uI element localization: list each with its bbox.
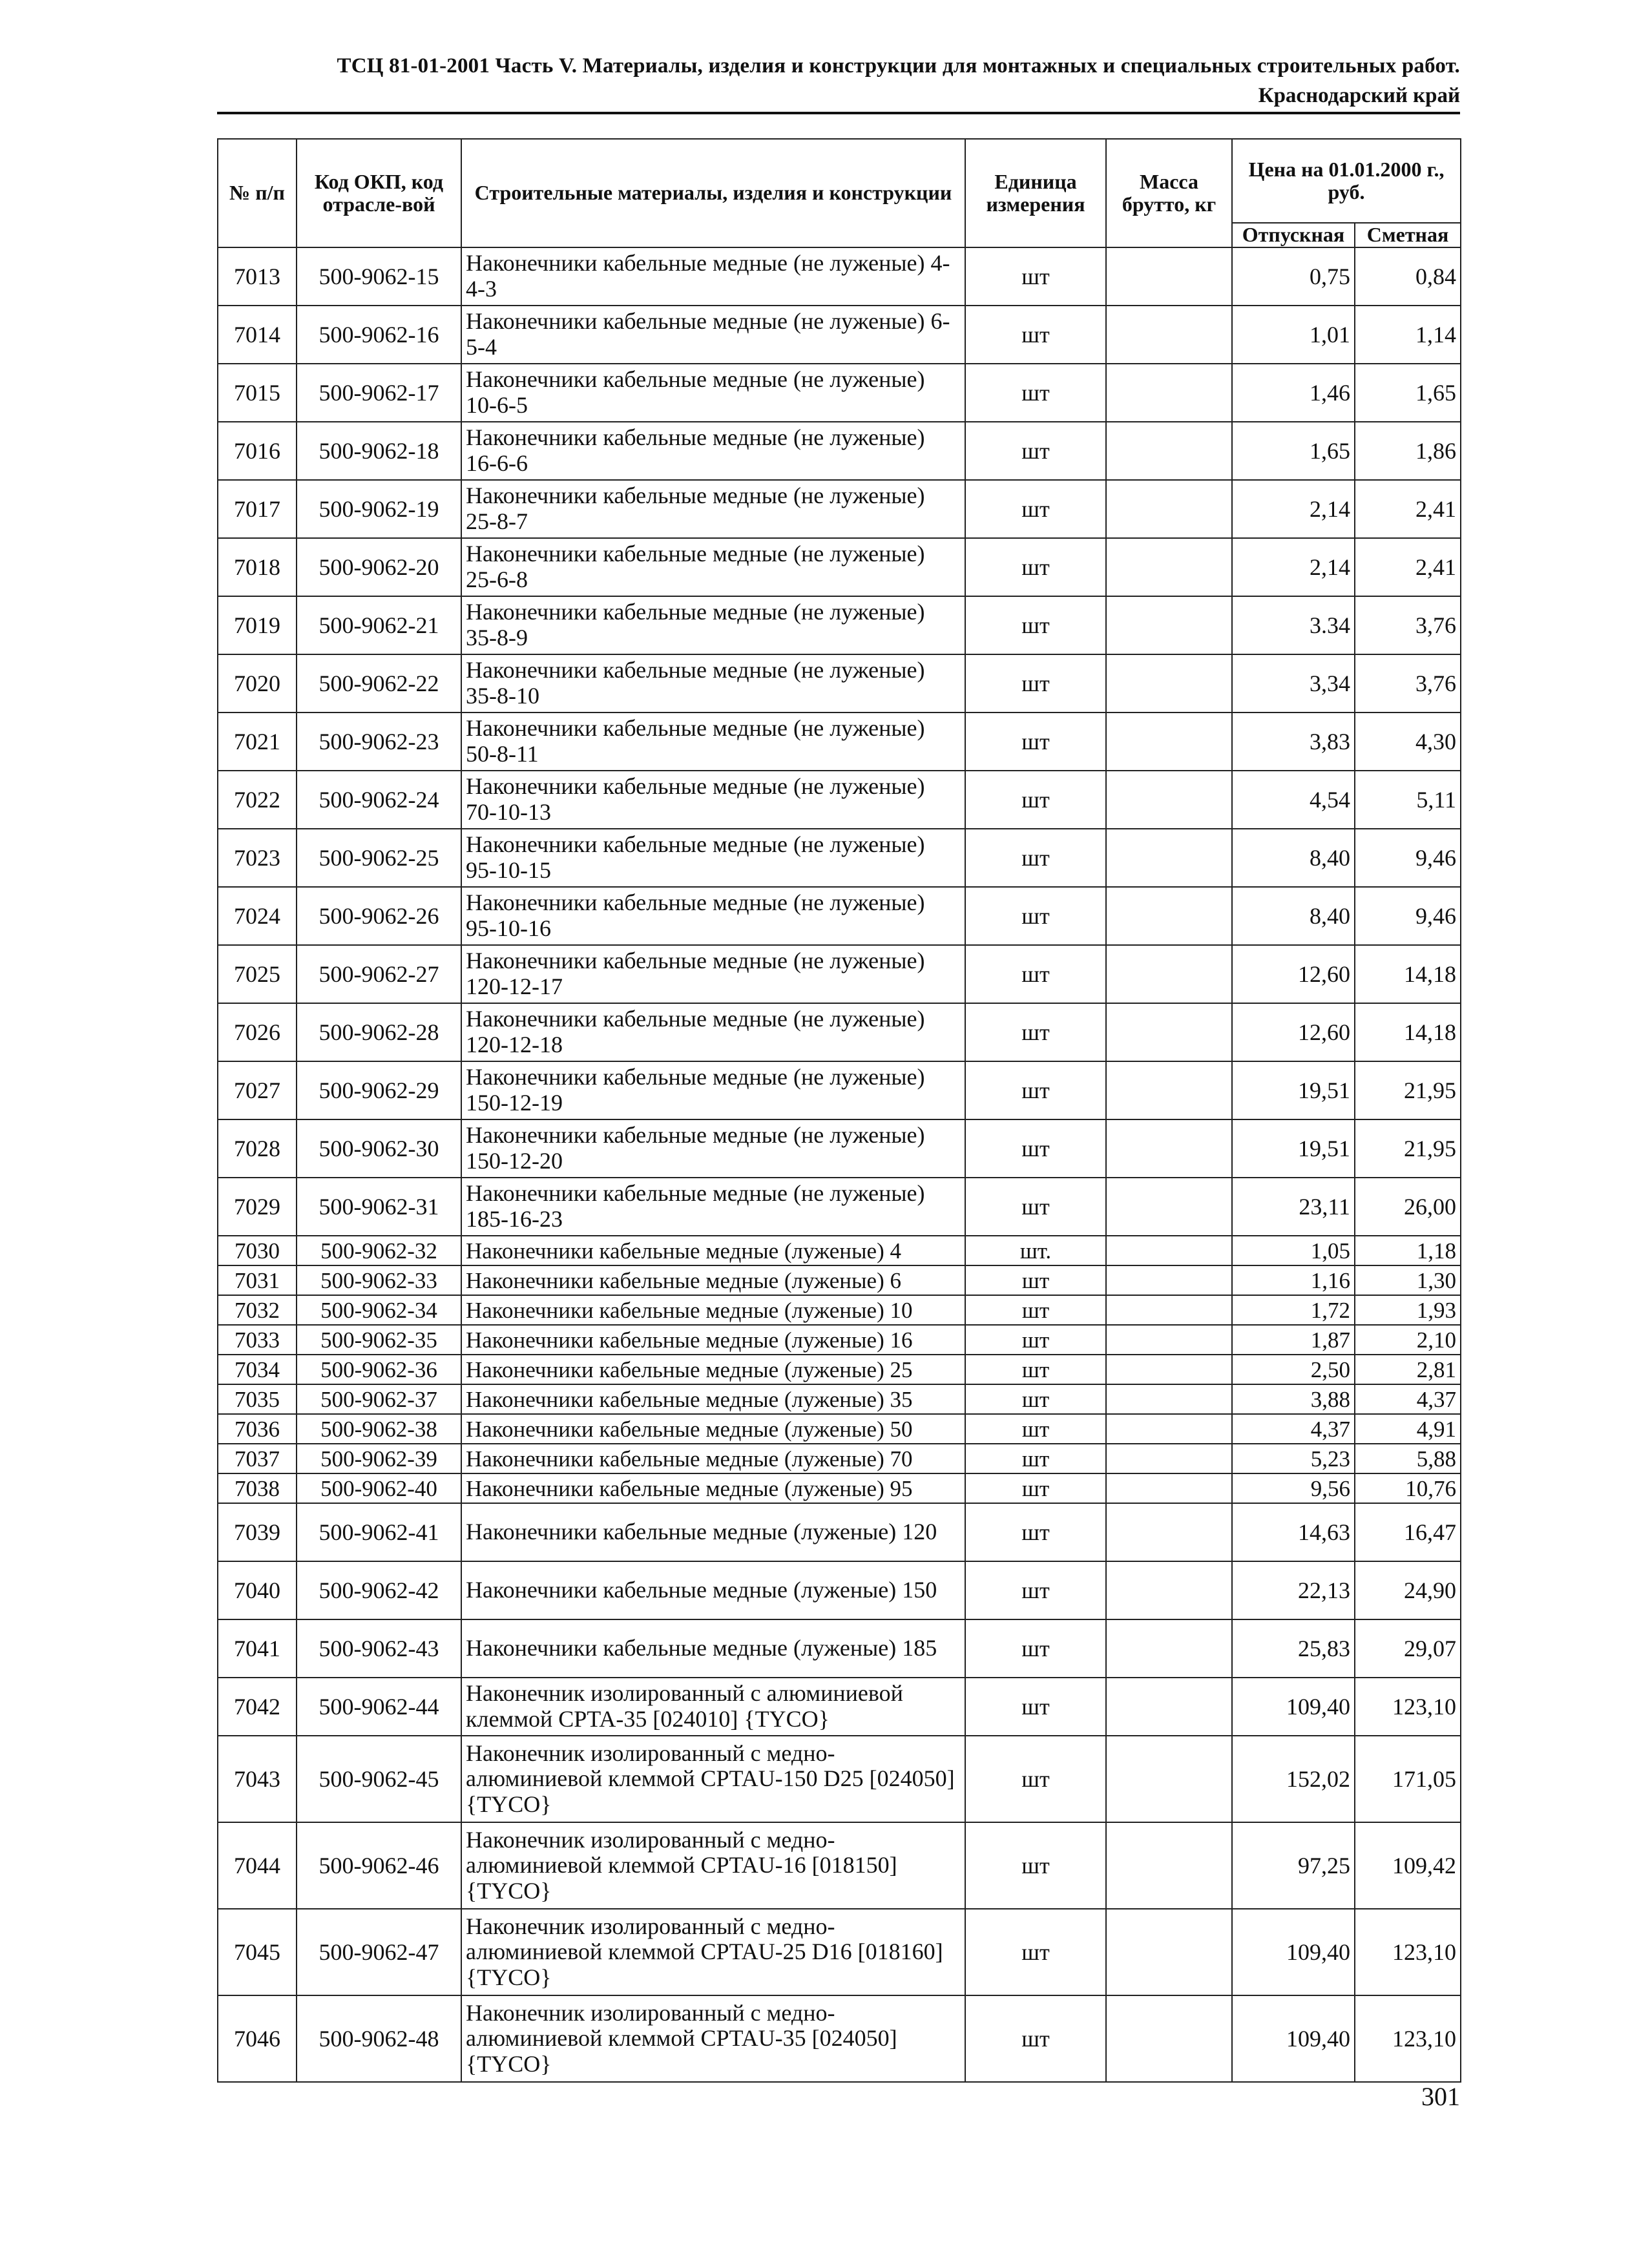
row-unit: шт — [965, 1384, 1106, 1414]
row-code: 500-9062-18 — [297, 422, 461, 480]
row-price-release: 5,23 — [1232, 1444, 1355, 1473]
row-code: 500-9062-41 — [297, 1503, 461, 1561]
row-mass — [1106, 713, 1232, 771]
row-number: 7034 — [218, 1355, 297, 1384]
row-price-estimate: 123,10 — [1355, 1909, 1461, 1995]
row-code: 500-9062-24 — [297, 771, 461, 829]
row-price-estimate: 2,41 — [1355, 480, 1461, 538]
row-unit: шт — [965, 1119, 1106, 1178]
row-number: 7042 — [218, 1678, 297, 1736]
row-unit: шт — [965, 771, 1106, 829]
row-unit: шт — [965, 1909, 1106, 1995]
row-name: Наконечники кабельные медные (луженые) 185 — [461, 1619, 965, 1678]
row-number: 7031 — [218, 1265, 297, 1295]
row-price-estimate: 14,18 — [1355, 945, 1461, 1003]
row-unit: шт — [965, 1003, 1106, 1061]
row-price-release: 1,01 — [1232, 306, 1355, 364]
row-name: Наконечники кабельные медные (луженые) 10 — [461, 1295, 965, 1325]
table-row — [218, 1295, 1461, 1325]
row-number: 7024 — [218, 887, 297, 945]
row-price-estimate: 9,46 — [1355, 829, 1461, 887]
row-price-estimate: 24,90 — [1355, 1561, 1461, 1619]
row-price-estimate: 4,91 — [1355, 1414, 1461, 1444]
row-name: Наконечник изолированный с медно-алюминиевой клеммой CPTAU-16 [018150] {TYCO} — [461, 1822, 965, 1909]
row-unit: шт — [965, 480, 1106, 538]
row-unit: шт — [965, 1355, 1106, 1384]
row-unit: шт — [965, 1561, 1106, 1619]
table-row — [218, 1325, 1461, 1355]
row-unit: шт — [965, 1295, 1106, 1325]
row-mass — [1106, 1265, 1232, 1295]
table-row — [218, 538, 1461, 596]
row-unit: шт — [965, 1414, 1106, 1444]
price-table — [217, 138, 1461, 2083]
row-price-release: 109,40 — [1232, 1995, 1355, 2082]
row-mass — [1106, 771, 1232, 829]
row-name: Наконечники кабельные медные (не луженые) 120-12-18 — [461, 1003, 965, 1061]
row-code: 500-9062-48 — [297, 1995, 461, 2082]
row-mass — [1106, 1619, 1232, 1678]
row-number: 7029 — [218, 1178, 297, 1236]
row-price-release: 1,05 — [1232, 1236, 1355, 1265]
row-mass — [1106, 1678, 1232, 1736]
row-mass — [1106, 247, 1232, 306]
row-number: 7017 — [218, 480, 297, 538]
row-number: 7021 — [218, 713, 297, 771]
row-price-estimate: 1,30 — [1355, 1265, 1461, 1295]
row-mass — [1106, 1414, 1232, 1444]
col-header-mass: Масса брутто, кг — [1106, 139, 1232, 247]
row-price-release: 9,56 — [1232, 1473, 1355, 1503]
table-row — [218, 1236, 1461, 1265]
row-number: 7035 — [218, 1384, 297, 1414]
document-header-title: ТСЦ 81-01-2001 Часть V. Материалы, изделия и конструкции для монтажных и специальных строительных работ. — [337, 54, 1460, 78]
row-price-release: 97,25 — [1232, 1822, 1355, 1909]
table-row — [218, 1503, 1461, 1561]
row-name: Наконечники кабельные медные (луженые) 150 — [461, 1561, 965, 1619]
row-price-estimate: 2,41 — [1355, 538, 1461, 596]
row-code: 500-9062-21 — [297, 596, 461, 654]
row-code: 500-9062-31 — [297, 1178, 461, 1236]
row-code: 500-9062-47 — [297, 1909, 461, 1995]
table-row — [218, 1561, 1461, 1619]
row-name: Наконечники кабельные медные (луженые) 16 — [461, 1325, 965, 1355]
row-number: 7023 — [218, 829, 297, 887]
row-price-estimate: 9,46 — [1355, 887, 1461, 945]
row-price-release: 1,72 — [1232, 1295, 1355, 1325]
row-name: Наконечники кабельные медные (не луженые) 50-8-11 — [461, 713, 965, 771]
table-row — [218, 1736, 1461, 1822]
row-price-release: 19,51 — [1232, 1061, 1355, 1119]
row-name: Наконечник изолированный с медно-алюминиевой клеммой CPTAU-25 D16 [018160] {TYCO} — [461, 1909, 965, 1995]
row-code: 500-9062-39 — [297, 1444, 461, 1473]
row-number: 7020 — [218, 654, 297, 713]
table-row — [218, 422, 1461, 480]
row-number: 7040 — [218, 1561, 297, 1619]
row-name: Наконечники кабельные медные (не луженые) 25-8-7 — [461, 480, 965, 538]
row-code: 500-9062-43 — [297, 1619, 461, 1678]
row-number: 7045 — [218, 1909, 297, 1995]
row-price-estimate: 171,05 — [1355, 1736, 1461, 1822]
row-name: Наконечники кабельные медные (луженые) 4 — [461, 1236, 965, 1265]
row-price-release: 23,11 — [1232, 1178, 1355, 1236]
row-mass — [1106, 1119, 1232, 1178]
table-row — [218, 945, 1461, 1003]
row-price-estimate: 3,76 — [1355, 654, 1461, 713]
row-mass — [1106, 1295, 1232, 1325]
row-number: 7037 — [218, 1444, 297, 1473]
row-code: 500-9062-16 — [297, 306, 461, 364]
row-number: 7022 — [218, 771, 297, 829]
row-price-estimate: 1,14 — [1355, 306, 1461, 364]
row-unit: шт — [965, 713, 1106, 771]
row-unit: шт — [965, 1061, 1106, 1119]
row-unit: шт. — [965, 1236, 1106, 1265]
row-price-release: 0,75 — [1232, 247, 1355, 306]
table-row — [218, 654, 1461, 713]
row-price-release: 109,40 — [1232, 1678, 1355, 1736]
row-unit: шт — [965, 1325, 1106, 1355]
row-mass — [1106, 364, 1232, 422]
row-name: Наконечники кабельные медные (луженые) 25 — [461, 1355, 965, 1384]
col-header-name: Строительные материалы, изделия и конструкции — [461, 139, 965, 247]
row-code: 500-9062-33 — [297, 1265, 461, 1295]
row-price-estimate: 2,10 — [1355, 1325, 1461, 1355]
row-price-release: 12,60 — [1232, 945, 1355, 1003]
table-row — [218, 1995, 1461, 2082]
row-price-estimate: 5,88 — [1355, 1444, 1461, 1473]
row-mass — [1106, 1325, 1232, 1355]
row-name: Наконечники кабельные медные (не луженые) 35-8-9 — [461, 596, 965, 654]
col-header-price-estimate: Сметная — [1355, 223, 1461, 247]
row-name: Наконечник изолированный с медно-алюминиевой клеммой CPTAU-35 [024050] {TYCO} — [461, 1995, 965, 2082]
row-name: Наконечники кабельные медные (не луженые) 4-4-3 — [461, 247, 965, 306]
row-price-estimate: 123,10 — [1355, 1678, 1461, 1736]
row-unit: шт — [965, 1619, 1106, 1678]
row-code: 500-9062-28 — [297, 1003, 461, 1061]
row-name: Наконечники кабельные медные (луженые) 120 — [461, 1503, 965, 1561]
row-price-estimate: 1,93 — [1355, 1295, 1461, 1325]
row-price-estimate: 123,10 — [1355, 1995, 1461, 2082]
row-price-release: 152,02 — [1232, 1736, 1355, 1822]
row-number: 7016 — [218, 422, 297, 480]
row-mass — [1106, 1355, 1232, 1384]
row-mass — [1106, 1236, 1232, 1265]
table-row — [218, 887, 1461, 945]
table-row — [218, 1414, 1461, 1444]
row-number: 7036 — [218, 1414, 297, 1444]
row-name: Наконечники кабельные медные (не луженые) 10-6-5 — [461, 364, 965, 422]
row-price-estimate: 1,18 — [1355, 1236, 1461, 1265]
row-price-estimate: 21,95 — [1355, 1061, 1461, 1119]
row-code: 500-9062-37 — [297, 1384, 461, 1414]
row-unit: шт — [965, 1822, 1106, 1909]
row-price-release: 3.34 — [1232, 596, 1355, 654]
row-number: 7013 — [218, 247, 297, 306]
row-number: 7039 — [218, 1503, 297, 1561]
col-header-unit: Единица измерения — [965, 139, 1106, 247]
row-name: Наконечники кабельные медные (не луженые) 25-6-8 — [461, 538, 965, 596]
row-code: 500-9062-15 — [297, 247, 461, 306]
row-name: Наконечники кабельные медные (не луженые) 35-8-10 — [461, 654, 965, 713]
row-unit: шт — [965, 1503, 1106, 1561]
row-name: Наконечники кабельные медные (не луженые) 120-12-17 — [461, 945, 965, 1003]
table-row — [218, 1444, 1461, 1473]
row-mass — [1106, 1736, 1232, 1822]
row-number: 7014 — [218, 306, 297, 364]
row-mass — [1106, 1909, 1232, 1995]
row-number: 7046 — [218, 1995, 297, 2082]
row-price-release: 4,37 — [1232, 1414, 1355, 1444]
table-row — [218, 1355, 1461, 1384]
row-price-estimate: 5,11 — [1355, 771, 1461, 829]
row-mass — [1106, 1822, 1232, 1909]
table-row — [218, 364, 1461, 422]
row-unit: шт — [965, 596, 1106, 654]
table-row — [218, 1473, 1461, 1503]
row-price-release: 1,65 — [1232, 422, 1355, 480]
row-price-release: 109,40 — [1232, 1909, 1355, 1995]
table-row — [218, 1265, 1461, 1295]
row-name: Наконечники кабельные медные (не луженые) 150-12-20 — [461, 1119, 965, 1178]
row-number: 7025 — [218, 945, 297, 1003]
row-unit: шт — [965, 887, 1106, 945]
row-price-estimate: 3,76 — [1355, 596, 1461, 654]
row-name: Наконечник изолированный с медно-алюминиевой клеммой CPTAU-150 D25 [024050] {TYCO} — [461, 1736, 965, 1822]
row-code: 500-9062-40 — [297, 1473, 461, 1503]
row-mass — [1106, 1061, 1232, 1119]
row-name: Наконечник изолированный с алюминиевой клеммой CPTA-35 [024010] {TYCO} — [461, 1678, 965, 1736]
row-price-release: 3,83 — [1232, 713, 1355, 771]
row-mass — [1106, 538, 1232, 596]
row-price-release: 19,51 — [1232, 1119, 1355, 1178]
row-price-release: 2,14 — [1232, 538, 1355, 596]
row-unit: шт — [965, 1473, 1106, 1503]
header-rule — [217, 112, 1460, 114]
row-price-release: 8,40 — [1232, 829, 1355, 887]
row-unit: шт — [965, 1265, 1106, 1295]
row-price-release: 12,60 — [1232, 1003, 1355, 1061]
row-price-estimate: 1,65 — [1355, 364, 1461, 422]
table-header-row — [218, 139, 1461, 223]
row-code: 500-9062-23 — [297, 713, 461, 771]
row-mass — [1106, 306, 1232, 364]
row-mass — [1106, 654, 1232, 713]
row-unit: шт — [965, 422, 1106, 480]
row-price-estimate: 14,18 — [1355, 1003, 1461, 1061]
row-code: 500-9062-36 — [297, 1355, 461, 1384]
row-unit: шт — [965, 829, 1106, 887]
row-unit: шт — [965, 538, 1106, 596]
row-mass — [1106, 1503, 1232, 1561]
row-code: 500-9062-17 — [297, 364, 461, 422]
row-price-release: 1,16 — [1232, 1265, 1355, 1295]
row-name: Наконечники кабельные медные (не луженые) 150-12-19 — [461, 1061, 965, 1119]
table-row — [218, 1061, 1461, 1119]
row-code: 500-9062-19 — [297, 480, 461, 538]
row-number: 7028 — [218, 1119, 297, 1178]
row-mass — [1106, 1444, 1232, 1473]
row-code: 500-9062-26 — [297, 887, 461, 945]
row-number: 7043 — [218, 1736, 297, 1822]
row-code: 500-9062-22 — [297, 654, 461, 713]
row-price-estimate: 10,76 — [1355, 1473, 1461, 1503]
row-number: 7032 — [218, 1295, 297, 1325]
document-header-region: Краснодарский край — [1258, 84, 1460, 107]
table-row — [218, 829, 1461, 887]
row-price-release: 1,87 — [1232, 1325, 1355, 1355]
row-unit: шт — [965, 945, 1106, 1003]
row-mass — [1106, 829, 1232, 887]
row-price-estimate: 21,95 — [1355, 1119, 1461, 1178]
row-name: Наконечники кабельные медные (не луженые) 70-10-13 — [461, 771, 965, 829]
row-code: 500-9062-27 — [297, 945, 461, 1003]
table-row — [218, 1909, 1461, 1995]
row-code: 500-9062-32 — [297, 1236, 461, 1265]
row-code: 500-9062-34 — [297, 1295, 461, 1325]
table-row — [218, 771, 1461, 829]
row-number: 7030 — [218, 1236, 297, 1265]
row-number: 7033 — [218, 1325, 297, 1355]
row-code: 500-9062-29 — [297, 1061, 461, 1119]
row-unit: шт — [965, 1995, 1106, 2082]
table-row — [218, 306, 1461, 364]
row-mass — [1106, 480, 1232, 538]
table-row — [218, 713, 1461, 771]
row-mass — [1106, 887, 1232, 945]
row-number: 7019 — [218, 596, 297, 654]
row-code: 500-9062-25 — [297, 829, 461, 887]
row-price-release: 2,50 — [1232, 1355, 1355, 1384]
row-number: 7018 — [218, 538, 297, 596]
row-mass — [1106, 1178, 1232, 1236]
row-price-estimate: 0,84 — [1355, 247, 1461, 306]
row-code: 500-9062-45 — [297, 1736, 461, 1822]
row-price-estimate: 16,47 — [1355, 1503, 1461, 1561]
table-row — [218, 1119, 1461, 1178]
table-row — [218, 1003, 1461, 1061]
row-mass — [1106, 1473, 1232, 1503]
row-price-estimate: 4,37 — [1355, 1384, 1461, 1414]
row-number: 7044 — [218, 1822, 297, 1909]
row-code: 500-9062-38 — [297, 1414, 461, 1444]
row-price-release: 1,46 — [1232, 364, 1355, 422]
table-row — [218, 596, 1461, 654]
row-price-release: 14,63 — [1232, 1503, 1355, 1561]
row-unit: шт — [965, 1678, 1106, 1736]
table-row — [218, 1178, 1461, 1236]
col-header-num: № п/п — [218, 139, 297, 247]
row-name: Наконечники кабельные медные (не луженые) 185-16-23 — [461, 1178, 965, 1236]
row-price-estimate: 109,42 — [1355, 1822, 1461, 1909]
row-unit: шт — [965, 654, 1106, 713]
row-number: 7027 — [218, 1061, 297, 1119]
row-price-release: 3,34 — [1232, 654, 1355, 713]
row-price-estimate: 1,86 — [1355, 422, 1461, 480]
table-row — [218, 1384, 1461, 1414]
row-mass — [1106, 1003, 1232, 1061]
row-number: 7026 — [218, 1003, 297, 1061]
row-price-estimate: 26,00 — [1355, 1178, 1461, 1236]
row-price-release: 4,54 — [1232, 771, 1355, 829]
table-row — [218, 1619, 1461, 1678]
row-name: Наконечники кабельные медные (не луженые) 16-6-6 — [461, 422, 965, 480]
row-unit: шт — [965, 306, 1106, 364]
row-number: 7038 — [218, 1473, 297, 1503]
row-mass — [1106, 1995, 1232, 2082]
col-header-price: Цена на 01.01.2000 г., руб. — [1232, 139, 1461, 223]
row-unit: шт — [965, 1178, 1106, 1236]
row-unit: шт — [965, 1736, 1106, 1822]
page-number: 301 — [1421, 2082, 1460, 2111]
table-row — [218, 247, 1461, 306]
row-code: 500-9062-44 — [297, 1678, 461, 1736]
row-mass — [1106, 1384, 1232, 1414]
row-unit: шт — [965, 247, 1106, 306]
row-price-release: 2,14 — [1232, 480, 1355, 538]
row-number: 7041 — [218, 1619, 297, 1678]
table-row — [218, 1822, 1461, 1909]
col-header-code: Код ОКП, код отрасле-вой — [297, 139, 461, 247]
row-mass — [1106, 422, 1232, 480]
row-name: Наконечники кабельные медные (луженые) 95 — [461, 1473, 965, 1503]
row-price-estimate: 2,81 — [1355, 1355, 1461, 1384]
row-price-release: 8,40 — [1232, 887, 1355, 945]
row-name: Наконечники кабельные медные (луженые) 50 — [461, 1414, 965, 1444]
row-code: 500-9062-35 — [297, 1325, 461, 1355]
row-code: 500-9062-30 — [297, 1119, 461, 1178]
table-row — [218, 1678, 1461, 1736]
row-price-release: 25,83 — [1232, 1619, 1355, 1678]
row-name: Наконечники кабельные медные (не луженые) 6-5-4 — [461, 306, 965, 364]
table-body — [218, 247, 1461, 2082]
row-price-release: 3,88 — [1232, 1384, 1355, 1414]
row-code: 500-9062-46 — [297, 1822, 461, 1909]
row-mass — [1106, 1561, 1232, 1619]
row-name: Наконечники кабельные медные (не луженые) 95-10-16 — [461, 887, 965, 945]
row-name: Наконечники кабельные медные (луженые) 70 — [461, 1444, 965, 1473]
row-unit: шт — [965, 364, 1106, 422]
row-name: Наконечники кабельные медные (не луженые) 95-10-15 — [461, 829, 965, 887]
row-name: Наконечники кабельные медные (луженые) 6 — [461, 1265, 965, 1295]
row-mass — [1106, 596, 1232, 654]
row-number: 7015 — [218, 364, 297, 422]
table-row — [218, 480, 1461, 538]
row-price-release: 22,13 — [1232, 1561, 1355, 1619]
row-name: Наконечники кабельные медные (луженые) 35 — [461, 1384, 965, 1414]
row-unit: шт — [965, 1444, 1106, 1473]
row-code: 500-9062-20 — [297, 538, 461, 596]
col-header-price-release: Отпускная — [1232, 223, 1355, 247]
row-price-estimate: 29,07 — [1355, 1619, 1461, 1678]
row-mass — [1106, 945, 1232, 1003]
row-code: 500-9062-42 — [297, 1561, 461, 1619]
row-price-estimate: 4,30 — [1355, 713, 1461, 771]
